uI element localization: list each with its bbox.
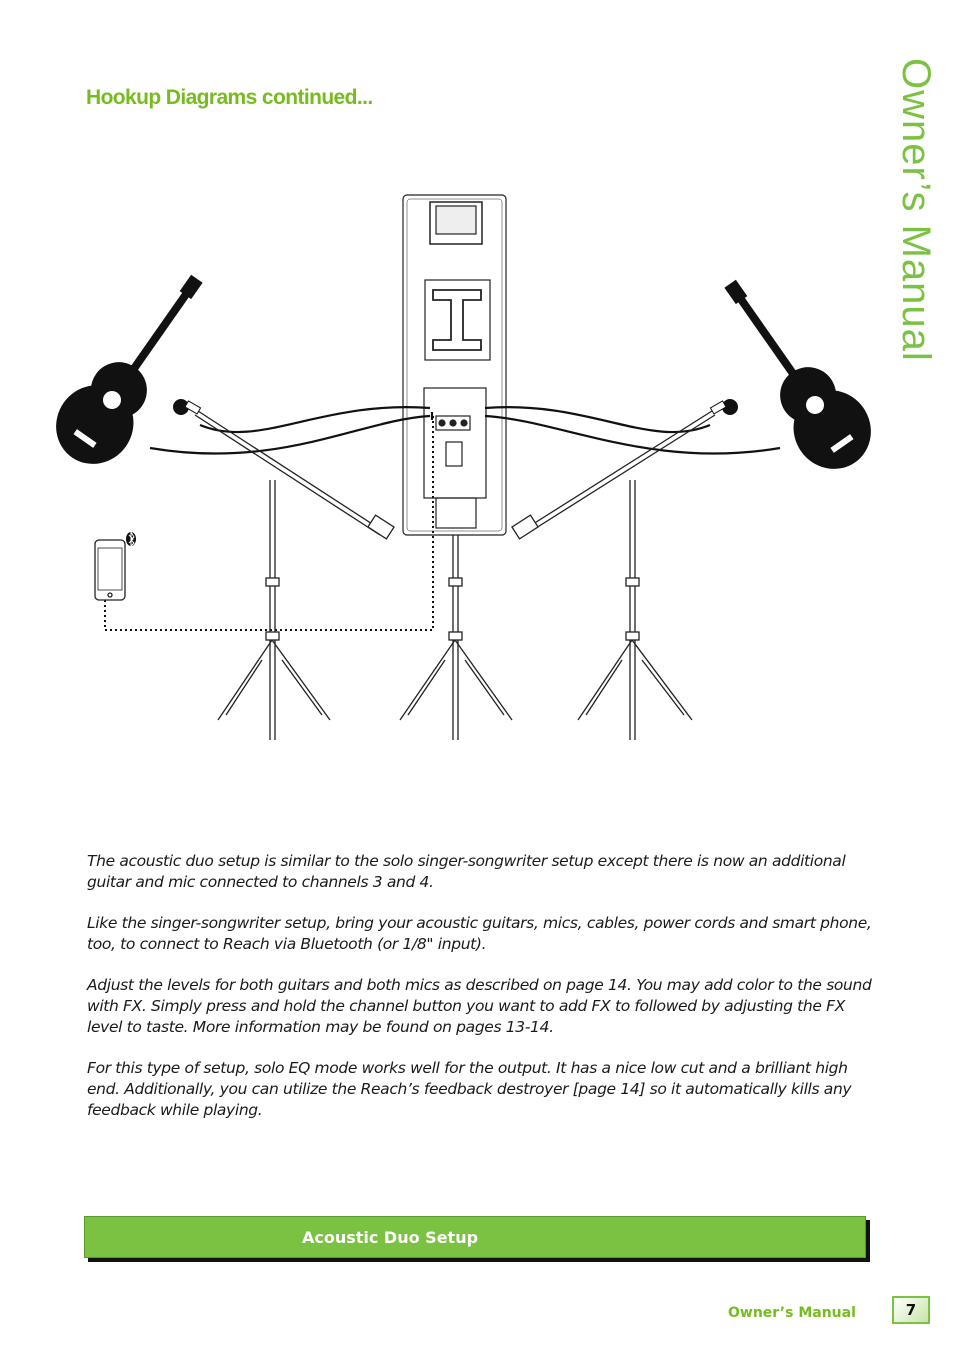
speaker-icon [403, 195, 506, 535]
caption-label: Acoustic Duo Setup [301, 1227, 479, 1247]
mic-stand-icon [400, 535, 512, 740]
hookup-diagram [0, 180, 954, 760]
microphone-icon [710, 399, 738, 415]
page-number: 7 [892, 1296, 930, 1324]
paragraph: The acoustic duo setup is similar to the solo singer-songwriter setup except there is now an additional guitar and mic connected to channels 3 and 4. [87, 852, 846, 891]
bluetooth-icon [126, 532, 136, 546]
acoustic-guitar-icon [699, 262, 886, 484]
mic-stand-icon [512, 411, 715, 740]
acoustic-guitar-icon [41, 257, 228, 479]
paragraph: Adjust the levels for both guitars and both mics as described on page 14. You may add color to the sound with FX. Simply press and hold the channel button you want to add FX to followed by adjusting the FX level to taste. More information may be found on pages 13-14. [87, 976, 872, 1036]
microphone-icon [173, 399, 201, 415]
paragraph: For this type of setup, solo EQ mode works well for the output. It has a nice low cut and a brilliant high end. Additionally, you can utilize the Reach’s feedback destroyer [page 14] so it automatically kills any feedback while playing. [87, 1059, 852, 1119]
caption-bar [84, 1216, 866, 1258]
paragraph: Like the singer-songwriter setup, bring your acoustic guitars, mics, cables, power cords and smart phone, too, to connect to Reach via Bluetooth (or 1/8" input). [87, 914, 872, 953]
footer-label: Owner’s Manual [728, 1305, 856, 1321]
smartphone-icon [95, 540, 125, 600]
section-heading: Hookup Diagrams continued... [86, 86, 373, 109]
side-title: Owner’s Manual [894, 58, 938, 362]
mic-stand-icon [195, 411, 394, 740]
body-text [87, 851, 877, 1141]
